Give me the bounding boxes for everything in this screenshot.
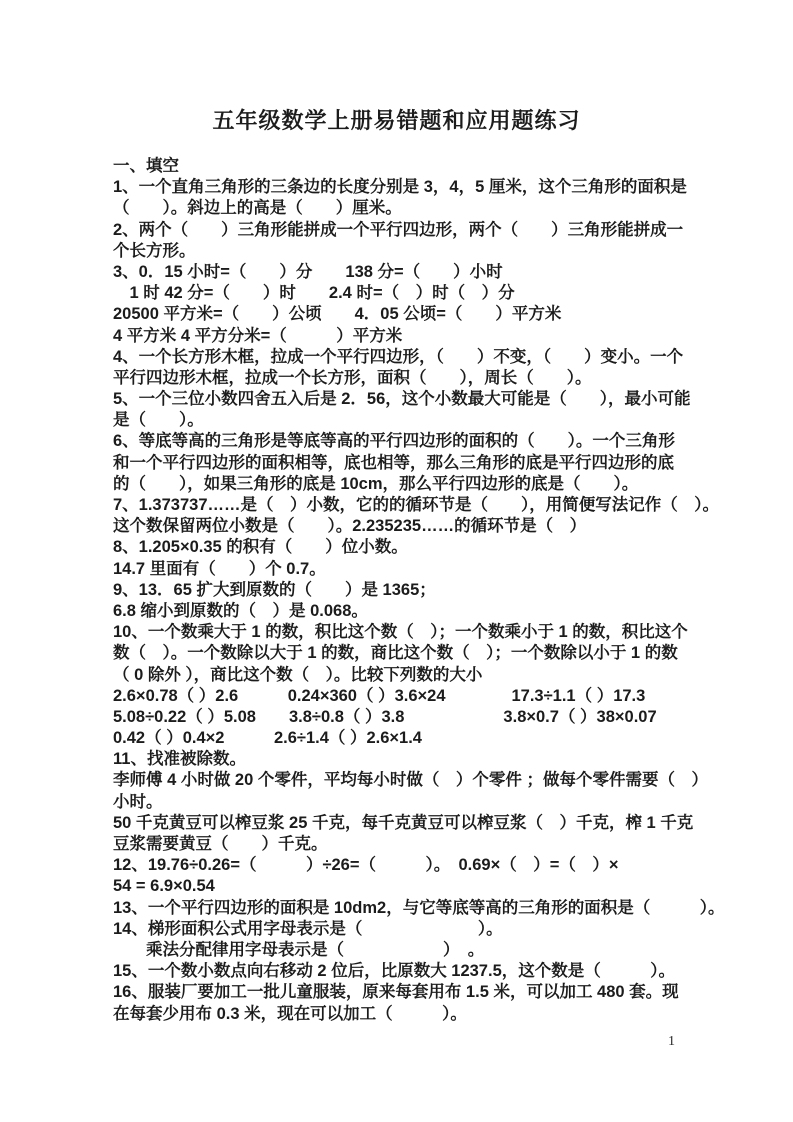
text-line: 11、找准被除数。 (113, 750, 246, 769)
text-line: 13、一个平行四边形的面积是 10dm2，与它等底等高的三角形的面积是（ ）。 (113, 898, 725, 917)
text-line: 1、一个直角三角形的三条边的长度分别是 3，4，5 厘米，这个三角形的面积是 (113, 178, 687, 197)
text-line: （ ）。斜边上的高是（ ）厘米。 (113, 199, 402, 218)
text-line: 2、两个（ ）三角形能拼成一个平行四边形，两个（ ）三角形能拼成一 (113, 220, 684, 239)
text-line: 15、一个数小数点向右移动 2 位后，比原数大 1237.5，这个数是（ ）。 (113, 962, 675, 981)
text-line: 数（ ）。一个数除以大于 1 的数，商比这个数（ ）；一个数除以小于 1 的数 (113, 644, 678, 663)
text-line: 在每套少用布 0.3 米，现在可以加工（ ）。 (113, 1004, 467, 1023)
text-line: 8、1.205×0.35 的积有（ ）位小数。 (113, 538, 408, 557)
text-line: 12、19.76÷0.26=（ ）÷26=（ ）。 0.69×（ ）=（ ）× (113, 856, 619, 875)
text-line: 这个数保留两位小数是（ ）。2.235235……的循环节是（ ） (113, 517, 587, 536)
text-line: 5.08÷0.22（ ）5.08 3.8÷0.8（ ）3.8 3.8×0.7（ ）38×0.07 (113, 707, 657, 726)
text-line: 4、一个长方形木框，拉成一个平行四边形，（ ）不变，（ ）变小。一个 (113, 347, 684, 366)
text-line: 6.8 缩小到原数的（ ）是 0.068。 (113, 601, 368, 620)
text-line: 和一个平行四边形的面积相等，底也相等，那么三角形的底是平行四边形的底 (113, 453, 674, 472)
text-line: 1 时 42 分=（ ）时 2.4 时=（ ）时（ ）分 (113, 284, 515, 303)
text-line: 个长方形。 (113, 241, 196, 260)
page-title: 五年级数学上册易错题和应用题练习 (212, 108, 581, 133)
section-heading: 一、填空 (113, 157, 179, 175)
text-line: 0.42（ ）0.4×2 2.6÷1.4（ ）2.6×1.4 (113, 729, 422, 748)
text-line: 6、等底等高的三角形是等底等高的平行四边形的面积的（ ）。一个三角形 (113, 432, 675, 451)
text-line: （ 0 除外 ），商比这个数（ ）。比较下列数的大小 (113, 665, 483, 684)
text-line: 54 = 6.9×0.54 (113, 877, 215, 896)
text-line: 9、13．65 扩大到原数的（ ）是 1365； (113, 580, 436, 599)
text-line: 5、一个三位小数四舍五入后是 2．56，这个小数最大可能是（ ），最小可能 (113, 390, 691, 409)
text-line: 李师傅 4 小时做 20 个零件，平均每小时做（ ）个零件 ；做每个零件需要（ ） (113, 771, 708, 790)
text-line: 14、梯形面积公式用字母表示是（ ）。 (113, 919, 503, 938)
text-line: 豆浆需要黄豆（ ）千克。 (113, 835, 328, 853)
text-line: 50 千克黄豆可以榨豆浆 25 千克，每千克黄豆可以榨豆浆（ ）千克，榨 1 千克 (113, 813, 694, 832)
text-line: 7、1.373737……是（ ）小数，它的的循环节是（ ），用简便写法记作（ ）。 (113, 496, 719, 514)
text-line: 3、0．15 小时=（ ）分 138 分=（ ）小时 (113, 262, 503, 281)
worksheet-body (113, 156, 753, 1025)
text-line: 2.6×0.78（ ）2.6 0.24×360（ ）3.6×24 17.3÷1.1（ ）17.3 (113, 686, 646, 705)
text-line: 4 平方米 4 平方分米=（ ）平方米 (113, 326, 403, 345)
text-line: 是（ ）。 (113, 411, 204, 430)
text-line: 10、一个数乘大于 1 的数，积比这个数（ ）；一个数乘小于 1 的数，积比这个 (113, 623, 688, 642)
text-line: 平行四边形木框，拉成一个长方形，面积（ ），周长（ ）。 (113, 368, 592, 387)
text-line: 的（ ），如果三角形的底是 10cm，那么平行四边形的底是（ ）。 (113, 474, 639, 493)
text-line: 20500 平方米=（ ）公顷 4．05 公顷=（ ）平方米 (113, 305, 562, 324)
text-line: 乘法分配律用字母表示是（ ） 。 (113, 940, 485, 959)
text-line: 16、服装厂要加工一批儿童服装，原来每套用布 1.5 米，可以加工 480 套。现 (113, 983, 679, 1002)
text-line: 14.7 里面有（ ）个 0.7。 (113, 559, 326, 578)
text-line: 小时。 (113, 792, 163, 811)
page-number: 1 (668, 1034, 675, 1049)
